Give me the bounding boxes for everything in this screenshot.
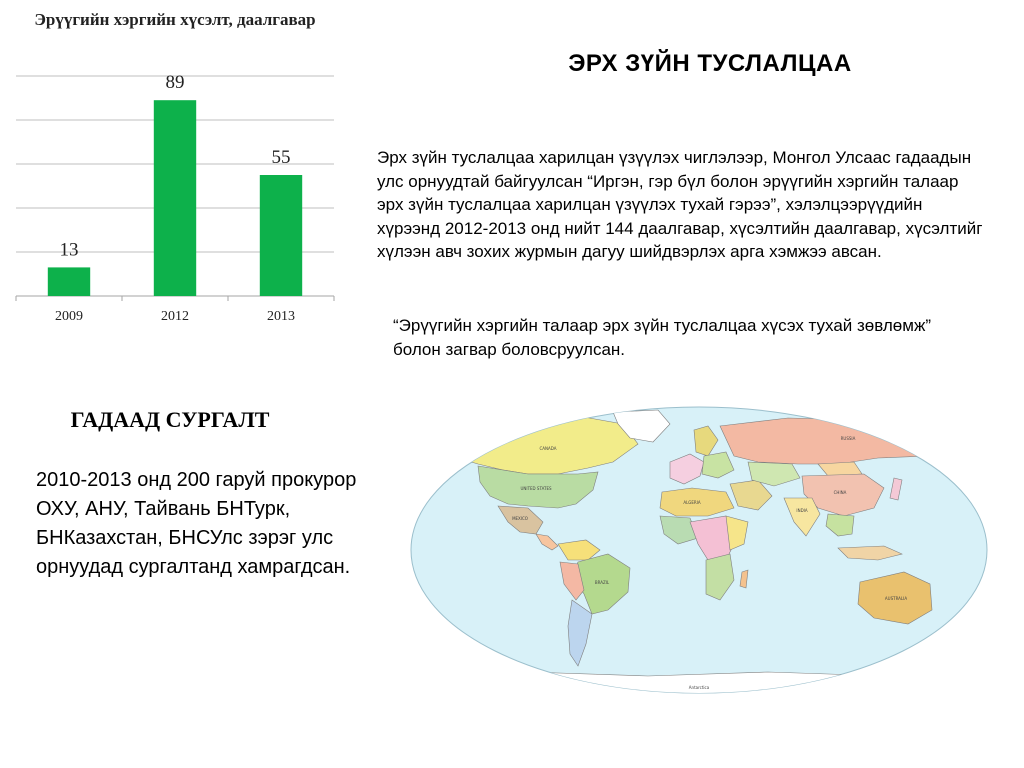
- map-label-usa: UNITED STATES: [520, 486, 552, 491]
- heading-foreign-training: ГАДААД СУРГАЛТ: [70, 407, 270, 432]
- bar-chart: [0, 0, 340, 340]
- map-label-china: CHINA: [833, 490, 847, 495]
- paragraph-legal-assistance: Эрх зүйн туслалцаа харилцан үзүүлэх чиглэлээр, Монгол Улсаас гадаадын улс орнуудтай байгуулсан “Иргэн, гэр бүл болон эрүүгийн хэргийн талаар эрх зүйн туслалцаа харилцан үзүүлэх тухай гэрээ”, хэлэлцээрүүдийн хүрээнд 2012-2013 онд нийт 144 даалгавар, хүсэлтийн даалгавар, хүсэлтийг хүлээн авч зохих журмын дагуу шийдвэрлэх арга хэмжээ авсан.: [377, 148, 983, 261]
- x-tick-label-2013: 2013: [267, 309, 295, 324]
- map-antarctica: [408, 672, 990, 696]
- map-label-brazil: BRAZIL: [594, 580, 610, 585]
- map-label-australia: AUSTRALIA: [884, 596, 908, 601]
- map-new-zealand: [952, 618, 962, 640]
- data-label-2009: 13: [59, 239, 79, 261]
- chart-title: Эрүүгийн хэргийн хүсэлт, даалгавар: [34, 10, 316, 29]
- data-label-2013: 55: [271, 147, 291, 168]
- map-alaska: [428, 434, 476, 462]
- world-map: [408, 404, 990, 696]
- x-tick-label-2012: 2012: [161, 309, 189, 324]
- map-label-india: INDIA: [796, 508, 808, 513]
- map-label-algeria: ALGERIA: [683, 500, 701, 505]
- bar-2009: [48, 267, 90, 296]
- map-label-russia: RUSSIA: [840, 436, 856, 441]
- map-label-canada: CANADA: [539, 446, 557, 451]
- paragraph-foreign-training: 2010-2013 онд 200 гаруй прокурор ОХУ, АНУ, Тайвань БНТурк, БНКазахстан, БНСУлс зэрэг улс орнуудад сургалтанд хамрагдсан.: [36, 469, 357, 578]
- bar-2013: [260, 175, 302, 296]
- x-tick-label-2009: 2009: [55, 309, 83, 324]
- heading-legal-assistance: ЭРХ ЗҮЙН ТУСЛАЛЦАА: [568, 50, 852, 77]
- map-label-mexico: MEXICO: [512, 516, 528, 521]
- map-label-antarctica: Antarctica: [688, 685, 710, 690]
- paragraph-recommendation: “Эрүүгийн хэргийн талаар эрх зүйн туслалцаа хүсэх тухай зөвлөмж” болон загвар боловсруулсан.: [393, 316, 931, 359]
- bar-2012: [154, 100, 196, 296]
- data-label-2012: 89: [165, 72, 185, 94]
- map-russia: [720, 418, 964, 464]
